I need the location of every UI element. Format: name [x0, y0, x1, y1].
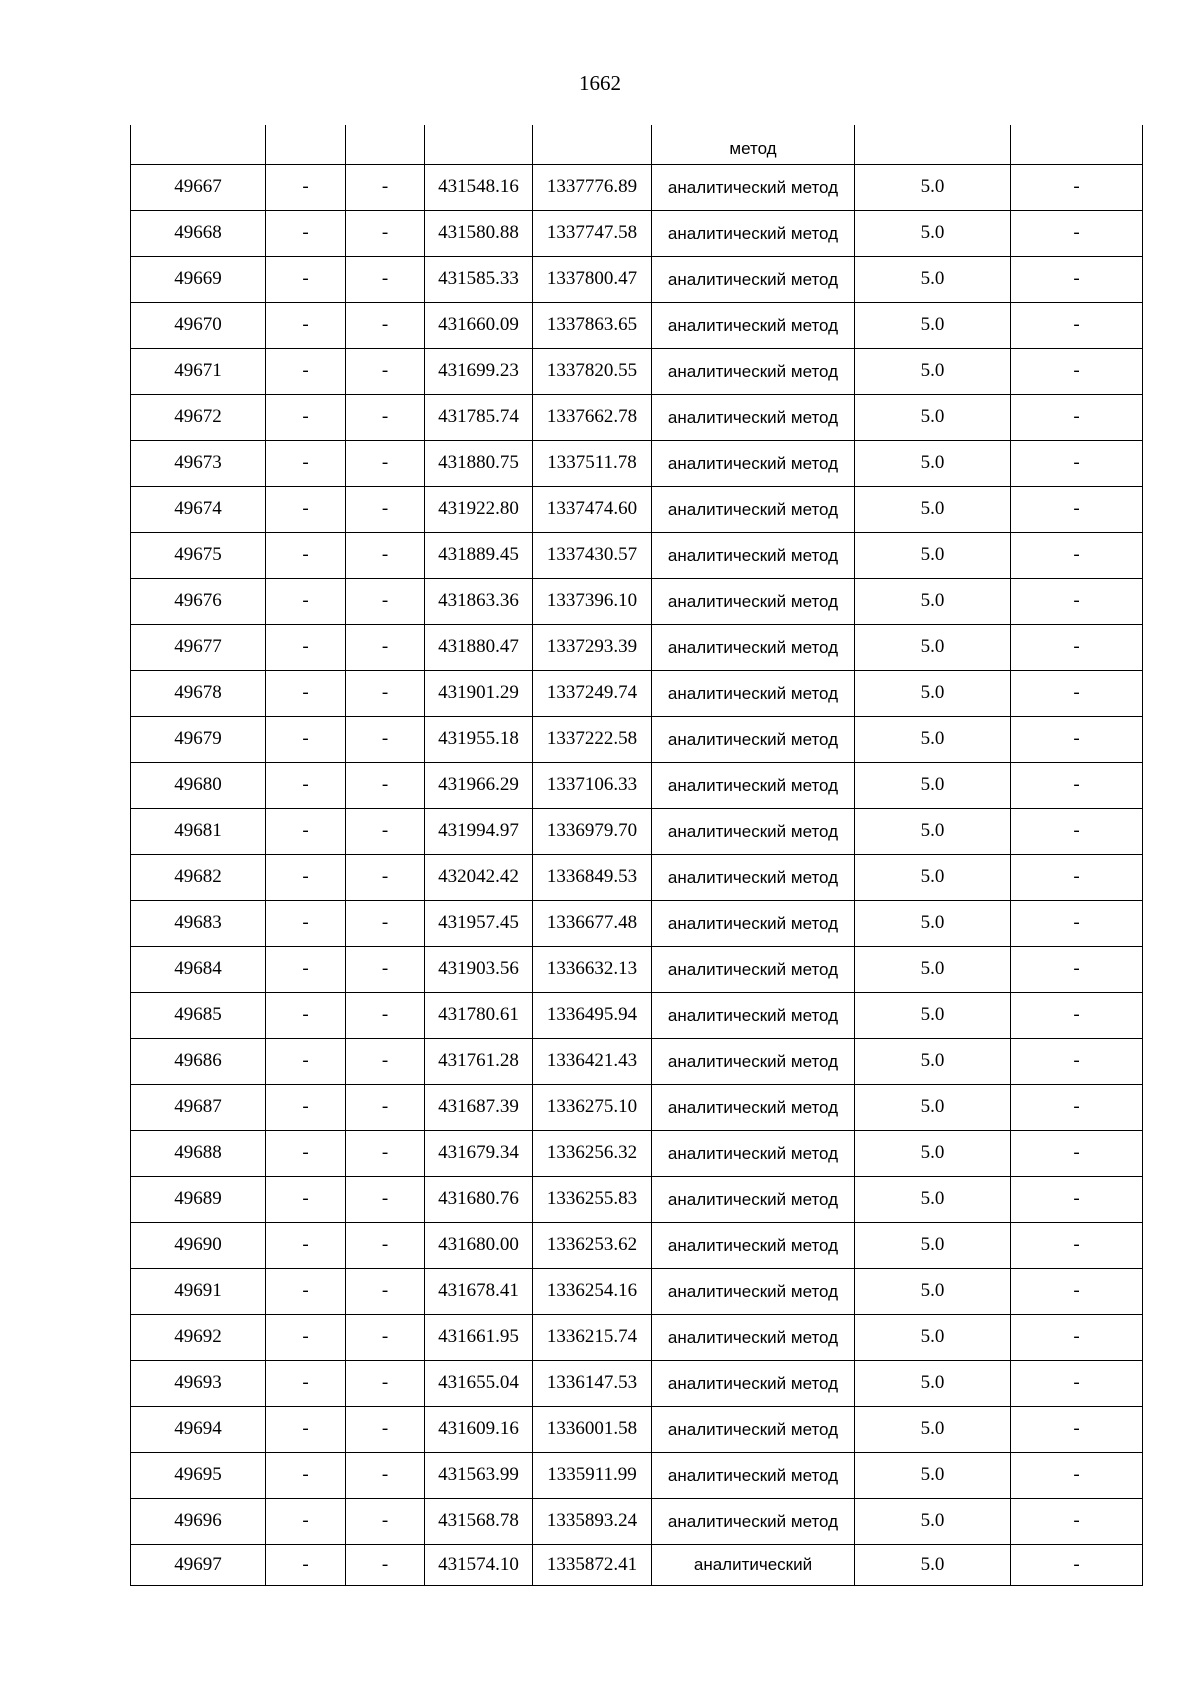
cell-x: 431548.16	[425, 164, 533, 210]
cell-note: -	[1011, 1268, 1143, 1314]
cell-id	[131, 125, 266, 164]
cell-col3: -	[346, 1084, 425, 1130]
table-row	[131, 992, 1143, 1038]
table-row	[131, 440, 1143, 486]
cell-method: аналитический метод	[652, 1176, 855, 1222]
cell-accuracy: 5.0	[855, 1268, 1011, 1314]
cell-method: аналитический метод	[652, 302, 855, 348]
cell-y: 1336147.53	[533, 1360, 652, 1406]
cell-y: 1336979.70	[533, 808, 652, 854]
cell-note: -	[1011, 1406, 1143, 1452]
cell-accuracy: 5.0	[855, 578, 1011, 624]
cell-y: 1337293.39	[533, 624, 652, 670]
cell-y: 1336253.62	[533, 1222, 652, 1268]
cell-y: 1337249.74	[533, 670, 652, 716]
cell-note: -	[1011, 1498, 1143, 1544]
cell-col2: -	[266, 1176, 346, 1222]
cell-x: 431679.34	[425, 1130, 533, 1176]
cell-note: -	[1011, 1038, 1143, 1084]
cell-col3: -	[346, 992, 425, 1038]
cell-id: 49670	[131, 302, 266, 348]
cell-col3: -	[346, 1360, 425, 1406]
cell-note: -	[1011, 1222, 1143, 1268]
cell-note: -	[1011, 1360, 1143, 1406]
table-row	[131, 210, 1143, 256]
cell-x: 431687.39	[425, 1084, 533, 1130]
cell-col2: -	[266, 1544, 346, 1585]
table-row	[131, 1222, 1143, 1268]
coordinates-table	[130, 125, 1143, 1586]
cell-accuracy: 5.0	[855, 900, 1011, 946]
cell-y: 1335872.41	[533, 1544, 652, 1585]
cell-method: аналитический метод	[652, 1498, 855, 1544]
cell-method: аналитический метод	[652, 1360, 855, 1406]
cell-col2: -	[266, 900, 346, 946]
cell-col2: -	[266, 302, 346, 348]
cell-y: 1336495.94	[533, 992, 652, 1038]
cell-accuracy: 5.0	[855, 1498, 1011, 1544]
cell-col2: -	[266, 578, 346, 624]
cell-col3: -	[346, 762, 425, 808]
table-row	[131, 624, 1143, 670]
cell-note: -	[1011, 1314, 1143, 1360]
cell-x: 431880.75	[425, 440, 533, 486]
cell-id: 49672	[131, 394, 266, 440]
cell-y: 1336001.58	[533, 1406, 652, 1452]
cell-y: 1337747.58	[533, 210, 652, 256]
cell-col3: -	[346, 1130, 425, 1176]
cell-note: -	[1011, 946, 1143, 992]
cell-method: аналитический метод	[652, 624, 855, 670]
cell-method: аналитический метод	[652, 1406, 855, 1452]
cell-x: 431680.76	[425, 1176, 533, 1222]
cell-x: 431661.95	[425, 1314, 533, 1360]
cell-col3: -	[346, 1544, 425, 1585]
cell-method: аналитический метод	[652, 854, 855, 900]
table-row	[131, 302, 1143, 348]
cell-x: 431880.47	[425, 624, 533, 670]
cell-method: аналитический	[652, 1544, 855, 1585]
cell-y: 1336254.16	[533, 1268, 652, 1314]
cell-method: аналитический метод	[652, 1222, 855, 1268]
cell-note: -	[1011, 486, 1143, 532]
cell-method: аналитический метод	[652, 440, 855, 486]
cell-id: 49671	[131, 348, 266, 394]
cell-col2: -	[266, 670, 346, 716]
cell-accuracy: 5.0	[855, 210, 1011, 256]
cell-method: аналитический метод	[652, 762, 855, 808]
cell-id: 49695	[131, 1452, 266, 1498]
cell-accuracy: 5.0	[855, 486, 1011, 532]
cell-y: 1337222.58	[533, 716, 652, 762]
cell-y: 1337800.47	[533, 256, 652, 302]
cell-id: 49669	[131, 256, 266, 302]
cell-method: аналитический метод	[652, 1038, 855, 1084]
cell-col3: -	[346, 210, 425, 256]
cell-x: 431785.74	[425, 394, 533, 440]
cell-x: 431780.61	[425, 992, 533, 1038]
cell-col3: -	[346, 900, 425, 946]
cell-id: 49668	[131, 210, 266, 256]
cell-y: 1337662.78	[533, 394, 652, 440]
cell-accuracy: 5.0	[855, 946, 1011, 992]
cell-accuracy: 5.0	[855, 440, 1011, 486]
cell-method: аналитический метод	[652, 946, 855, 992]
cell-col3: -	[346, 578, 425, 624]
cell-col3: -	[346, 1268, 425, 1314]
cell-note: -	[1011, 1452, 1143, 1498]
table-row	[131, 394, 1143, 440]
cell-accuracy	[855, 125, 1011, 164]
cell-col2: -	[266, 1452, 346, 1498]
cell-y: 1336256.32	[533, 1130, 652, 1176]
cell-accuracy: 5.0	[855, 394, 1011, 440]
cell-id: 49680	[131, 762, 266, 808]
cell-note: -	[1011, 578, 1143, 624]
table-row	[131, 1314, 1143, 1360]
cell-id: 49696	[131, 1498, 266, 1544]
cell-col2: -	[266, 716, 346, 762]
cell-method: аналитический метод	[652, 808, 855, 854]
cell-note: -	[1011, 1176, 1143, 1222]
table-row	[131, 1268, 1143, 1314]
cell-id: 49690	[131, 1222, 266, 1268]
cell-x: 431574.10	[425, 1544, 533, 1585]
cell-col3: -	[346, 486, 425, 532]
cell-id: 49693	[131, 1360, 266, 1406]
cell-col3: -	[346, 164, 425, 210]
cell-col2: -	[266, 762, 346, 808]
cell-id: 49684	[131, 946, 266, 992]
table-row	[131, 348, 1143, 394]
cell-col2: -	[266, 1406, 346, 1452]
cell-accuracy: 5.0	[855, 348, 1011, 394]
cell-col3	[346, 125, 425, 164]
table-row	[131, 1130, 1143, 1176]
cell-id: 49685	[131, 992, 266, 1038]
table-row	[131, 854, 1143, 900]
cell-id: 49687	[131, 1084, 266, 1130]
cell-note: -	[1011, 1130, 1143, 1176]
cell-col2: -	[266, 854, 346, 900]
cell-col3: -	[346, 670, 425, 716]
cell-id: 49683	[131, 900, 266, 946]
cell-x: 431660.09	[425, 302, 533, 348]
cell-accuracy: 5.0	[855, 532, 1011, 578]
table-row	[131, 670, 1143, 716]
cell-note: -	[1011, 762, 1143, 808]
cell-accuracy: 5.0	[855, 1038, 1011, 1084]
cell-method: аналитический метод	[652, 532, 855, 578]
cell-y: 1337106.33	[533, 762, 652, 808]
cell-col2: -	[266, 992, 346, 1038]
cell-method: аналитический метод	[652, 578, 855, 624]
cell-y: 1336632.13	[533, 946, 652, 992]
cell-col3: -	[346, 440, 425, 486]
cell-x: 431966.29	[425, 762, 533, 808]
cell-x: 432042.42	[425, 854, 533, 900]
cell-accuracy: 5.0	[855, 992, 1011, 1038]
cell-col3: -	[346, 624, 425, 670]
cell-note: -	[1011, 210, 1143, 256]
table-row	[131, 1406, 1143, 1452]
cell-col2: -	[266, 440, 346, 486]
table-row	[131, 578, 1143, 624]
cell-method: аналитический метод	[652, 1130, 855, 1176]
cell-note: -	[1011, 164, 1143, 210]
cell-col2: -	[266, 210, 346, 256]
cell-col2: -	[266, 164, 346, 210]
cell-method: аналитический метод	[652, 1084, 855, 1130]
cell-id: 49682	[131, 854, 266, 900]
cell-col2: -	[266, 1360, 346, 1406]
cell-method: аналитический метод	[652, 256, 855, 302]
cell-note: -	[1011, 716, 1143, 762]
cell-method: аналитический метод	[652, 486, 855, 532]
cell-method: аналитический метод	[652, 210, 855, 256]
cell-x: 431761.28	[425, 1038, 533, 1084]
cell-accuracy: 5.0	[855, 670, 1011, 716]
cell-accuracy: 5.0	[855, 854, 1011, 900]
cell-x: 431585.33	[425, 256, 533, 302]
table-row	[131, 486, 1143, 532]
cell-col2: -	[266, 624, 346, 670]
cell-col3: -	[346, 808, 425, 854]
cell-col2: -	[266, 348, 346, 394]
cell-accuracy: 5.0	[855, 1084, 1011, 1130]
coordinates-table-body	[131, 125, 1143, 1585]
cell-col3: -	[346, 1038, 425, 1084]
cell-col2: -	[266, 1268, 346, 1314]
cell-note: -	[1011, 348, 1143, 394]
cell-col2: -	[266, 1498, 346, 1544]
cell-method: аналитический метод	[652, 348, 855, 394]
cell-note: -	[1011, 992, 1143, 1038]
cell-col2: -	[266, 946, 346, 992]
cell-y: 1337776.89	[533, 164, 652, 210]
cell-x: 431863.36	[425, 578, 533, 624]
cell-note: -	[1011, 808, 1143, 854]
cell-x: 431955.18	[425, 716, 533, 762]
cell-id: 49667	[131, 164, 266, 210]
table-row	[131, 1038, 1143, 1084]
cell-id: 49692	[131, 1314, 266, 1360]
cell-y: 1337820.55	[533, 348, 652, 394]
cell-x: 431678.41	[425, 1268, 533, 1314]
table-row	[131, 1544, 1143, 1585]
cell-x: 431563.99	[425, 1452, 533, 1498]
cell-col3: -	[346, 1452, 425, 1498]
cell-method: метод	[652, 125, 855, 164]
cell-note: -	[1011, 394, 1143, 440]
cell-col2: -	[266, 532, 346, 578]
cell-id: 49673	[131, 440, 266, 486]
cell-method: аналитический метод	[652, 1314, 855, 1360]
table-row	[131, 256, 1143, 302]
cell-id: 49681	[131, 808, 266, 854]
cell-id: 49676	[131, 578, 266, 624]
table-row	[131, 1084, 1143, 1130]
cell-accuracy: 5.0	[855, 716, 1011, 762]
cell-y: 1336849.53	[533, 854, 652, 900]
cell-accuracy: 5.0	[855, 302, 1011, 348]
cell-id: 49691	[131, 1268, 266, 1314]
cell-id: 49675	[131, 532, 266, 578]
cell-x: 431922.80	[425, 486, 533, 532]
cell-x: 431655.04	[425, 1360, 533, 1406]
cell-y: 1337511.78	[533, 440, 652, 486]
cell-x: 431901.29	[425, 670, 533, 716]
cell-x: 431568.78	[425, 1498, 533, 1544]
cell-note: -	[1011, 1084, 1143, 1130]
cell-x: 431680.00	[425, 1222, 533, 1268]
cell-col3: -	[346, 1222, 425, 1268]
cell-id: 49689	[131, 1176, 266, 1222]
cell-accuracy: 5.0	[855, 808, 1011, 854]
cell-x: 431699.23	[425, 348, 533, 394]
cell-y	[533, 125, 652, 164]
cell-method: аналитический метод	[652, 992, 855, 1038]
cell-accuracy: 5.0	[855, 624, 1011, 670]
cell-y: 1337474.60	[533, 486, 652, 532]
table-row	[131, 164, 1143, 210]
cell-x	[425, 125, 533, 164]
cell-y: 1337430.57	[533, 532, 652, 578]
table-row	[131, 900, 1143, 946]
cell-y: 1336255.83	[533, 1176, 652, 1222]
cell-note: -	[1011, 624, 1143, 670]
cell-id: 49686	[131, 1038, 266, 1084]
cell-note: -	[1011, 532, 1143, 578]
cell-accuracy: 5.0	[855, 1130, 1011, 1176]
table-row	[131, 762, 1143, 808]
cell-y: 1335893.24	[533, 1498, 652, 1544]
table-row	[131, 946, 1143, 992]
cell-col2	[266, 125, 346, 164]
cell-y: 1336215.74	[533, 1314, 652, 1360]
cell-col2: -	[266, 394, 346, 440]
cell-col3: -	[346, 302, 425, 348]
cell-x: 431903.56	[425, 946, 533, 992]
cell-y: 1336275.10	[533, 1084, 652, 1130]
cell-accuracy: 5.0	[855, 164, 1011, 210]
cell-id: 49677	[131, 624, 266, 670]
cell-id: 49679	[131, 716, 266, 762]
cell-method: аналитический метод	[652, 1452, 855, 1498]
cell-id: 49674	[131, 486, 266, 532]
cell-accuracy: 5.0	[855, 1360, 1011, 1406]
cell-accuracy: 5.0	[855, 1406, 1011, 1452]
cell-accuracy: 5.0	[855, 1176, 1011, 1222]
table-row	[131, 1176, 1143, 1222]
cell-accuracy: 5.0	[855, 1222, 1011, 1268]
cell-accuracy: 5.0	[855, 1314, 1011, 1360]
table-row	[131, 716, 1143, 762]
cell-note: -	[1011, 854, 1143, 900]
cell-accuracy: 5.0	[855, 256, 1011, 302]
cell-col2: -	[266, 1038, 346, 1084]
cell-note: -	[1011, 670, 1143, 716]
cell-col3: -	[346, 348, 425, 394]
cell-note: -	[1011, 440, 1143, 486]
cell-col2: -	[266, 1314, 346, 1360]
cell-y: 1335911.99	[533, 1452, 652, 1498]
cell-method: аналитический метод	[652, 716, 855, 762]
cell-col3: -	[346, 716, 425, 762]
cell-col3: -	[346, 256, 425, 302]
cell-col3: -	[346, 1406, 425, 1452]
table-row	[131, 1452, 1143, 1498]
table-row	[131, 1360, 1143, 1406]
cell-x: 431957.45	[425, 900, 533, 946]
cell-col3: -	[346, 946, 425, 992]
cell-y: 1336421.43	[533, 1038, 652, 1084]
cell-note: -	[1011, 256, 1143, 302]
cell-method: аналитический метод	[652, 670, 855, 716]
cell-col3: -	[346, 532, 425, 578]
cell-method: аналитический метод	[652, 900, 855, 946]
cell-note	[1011, 125, 1143, 164]
continuation-row	[131, 125, 1143, 164]
cell-x: 431609.16	[425, 1406, 533, 1452]
cell-col2: -	[266, 486, 346, 532]
cell-col2: -	[266, 1084, 346, 1130]
table-row	[131, 532, 1143, 578]
table-row	[131, 808, 1143, 854]
cell-col3: -	[346, 1314, 425, 1360]
cell-y: 1337863.65	[533, 302, 652, 348]
cell-x: 431889.45	[425, 532, 533, 578]
cell-col2: -	[266, 256, 346, 302]
cell-id: 49688	[131, 1130, 266, 1176]
cell-id: 49678	[131, 670, 266, 716]
cell-col3: -	[346, 1176, 425, 1222]
cell-col2: -	[266, 808, 346, 854]
cell-accuracy: 5.0	[855, 1544, 1011, 1585]
cell-y: 1336677.48	[533, 900, 652, 946]
page-number: 1662	[579, 71, 621, 95]
cell-col3: -	[346, 394, 425, 440]
cell-accuracy: 5.0	[855, 762, 1011, 808]
cell-col3: -	[346, 1498, 425, 1544]
cell-col3: -	[346, 854, 425, 900]
cell-method: аналитический метод	[652, 164, 855, 210]
cell-method: аналитический метод	[652, 394, 855, 440]
cell-col2: -	[266, 1222, 346, 1268]
table-row	[131, 1498, 1143, 1544]
cell-accuracy: 5.0	[855, 1452, 1011, 1498]
cell-note: -	[1011, 1544, 1143, 1585]
cell-note: -	[1011, 900, 1143, 946]
cell-method: аналитический метод	[652, 1268, 855, 1314]
cell-id: 49694	[131, 1406, 266, 1452]
cell-note: -	[1011, 302, 1143, 348]
cell-col2: -	[266, 1130, 346, 1176]
cell-x: 431994.97	[425, 808, 533, 854]
cell-y: 1337396.10	[533, 578, 652, 624]
cell-x: 431580.88	[425, 210, 533, 256]
cell-id: 49697	[131, 1544, 266, 1585]
